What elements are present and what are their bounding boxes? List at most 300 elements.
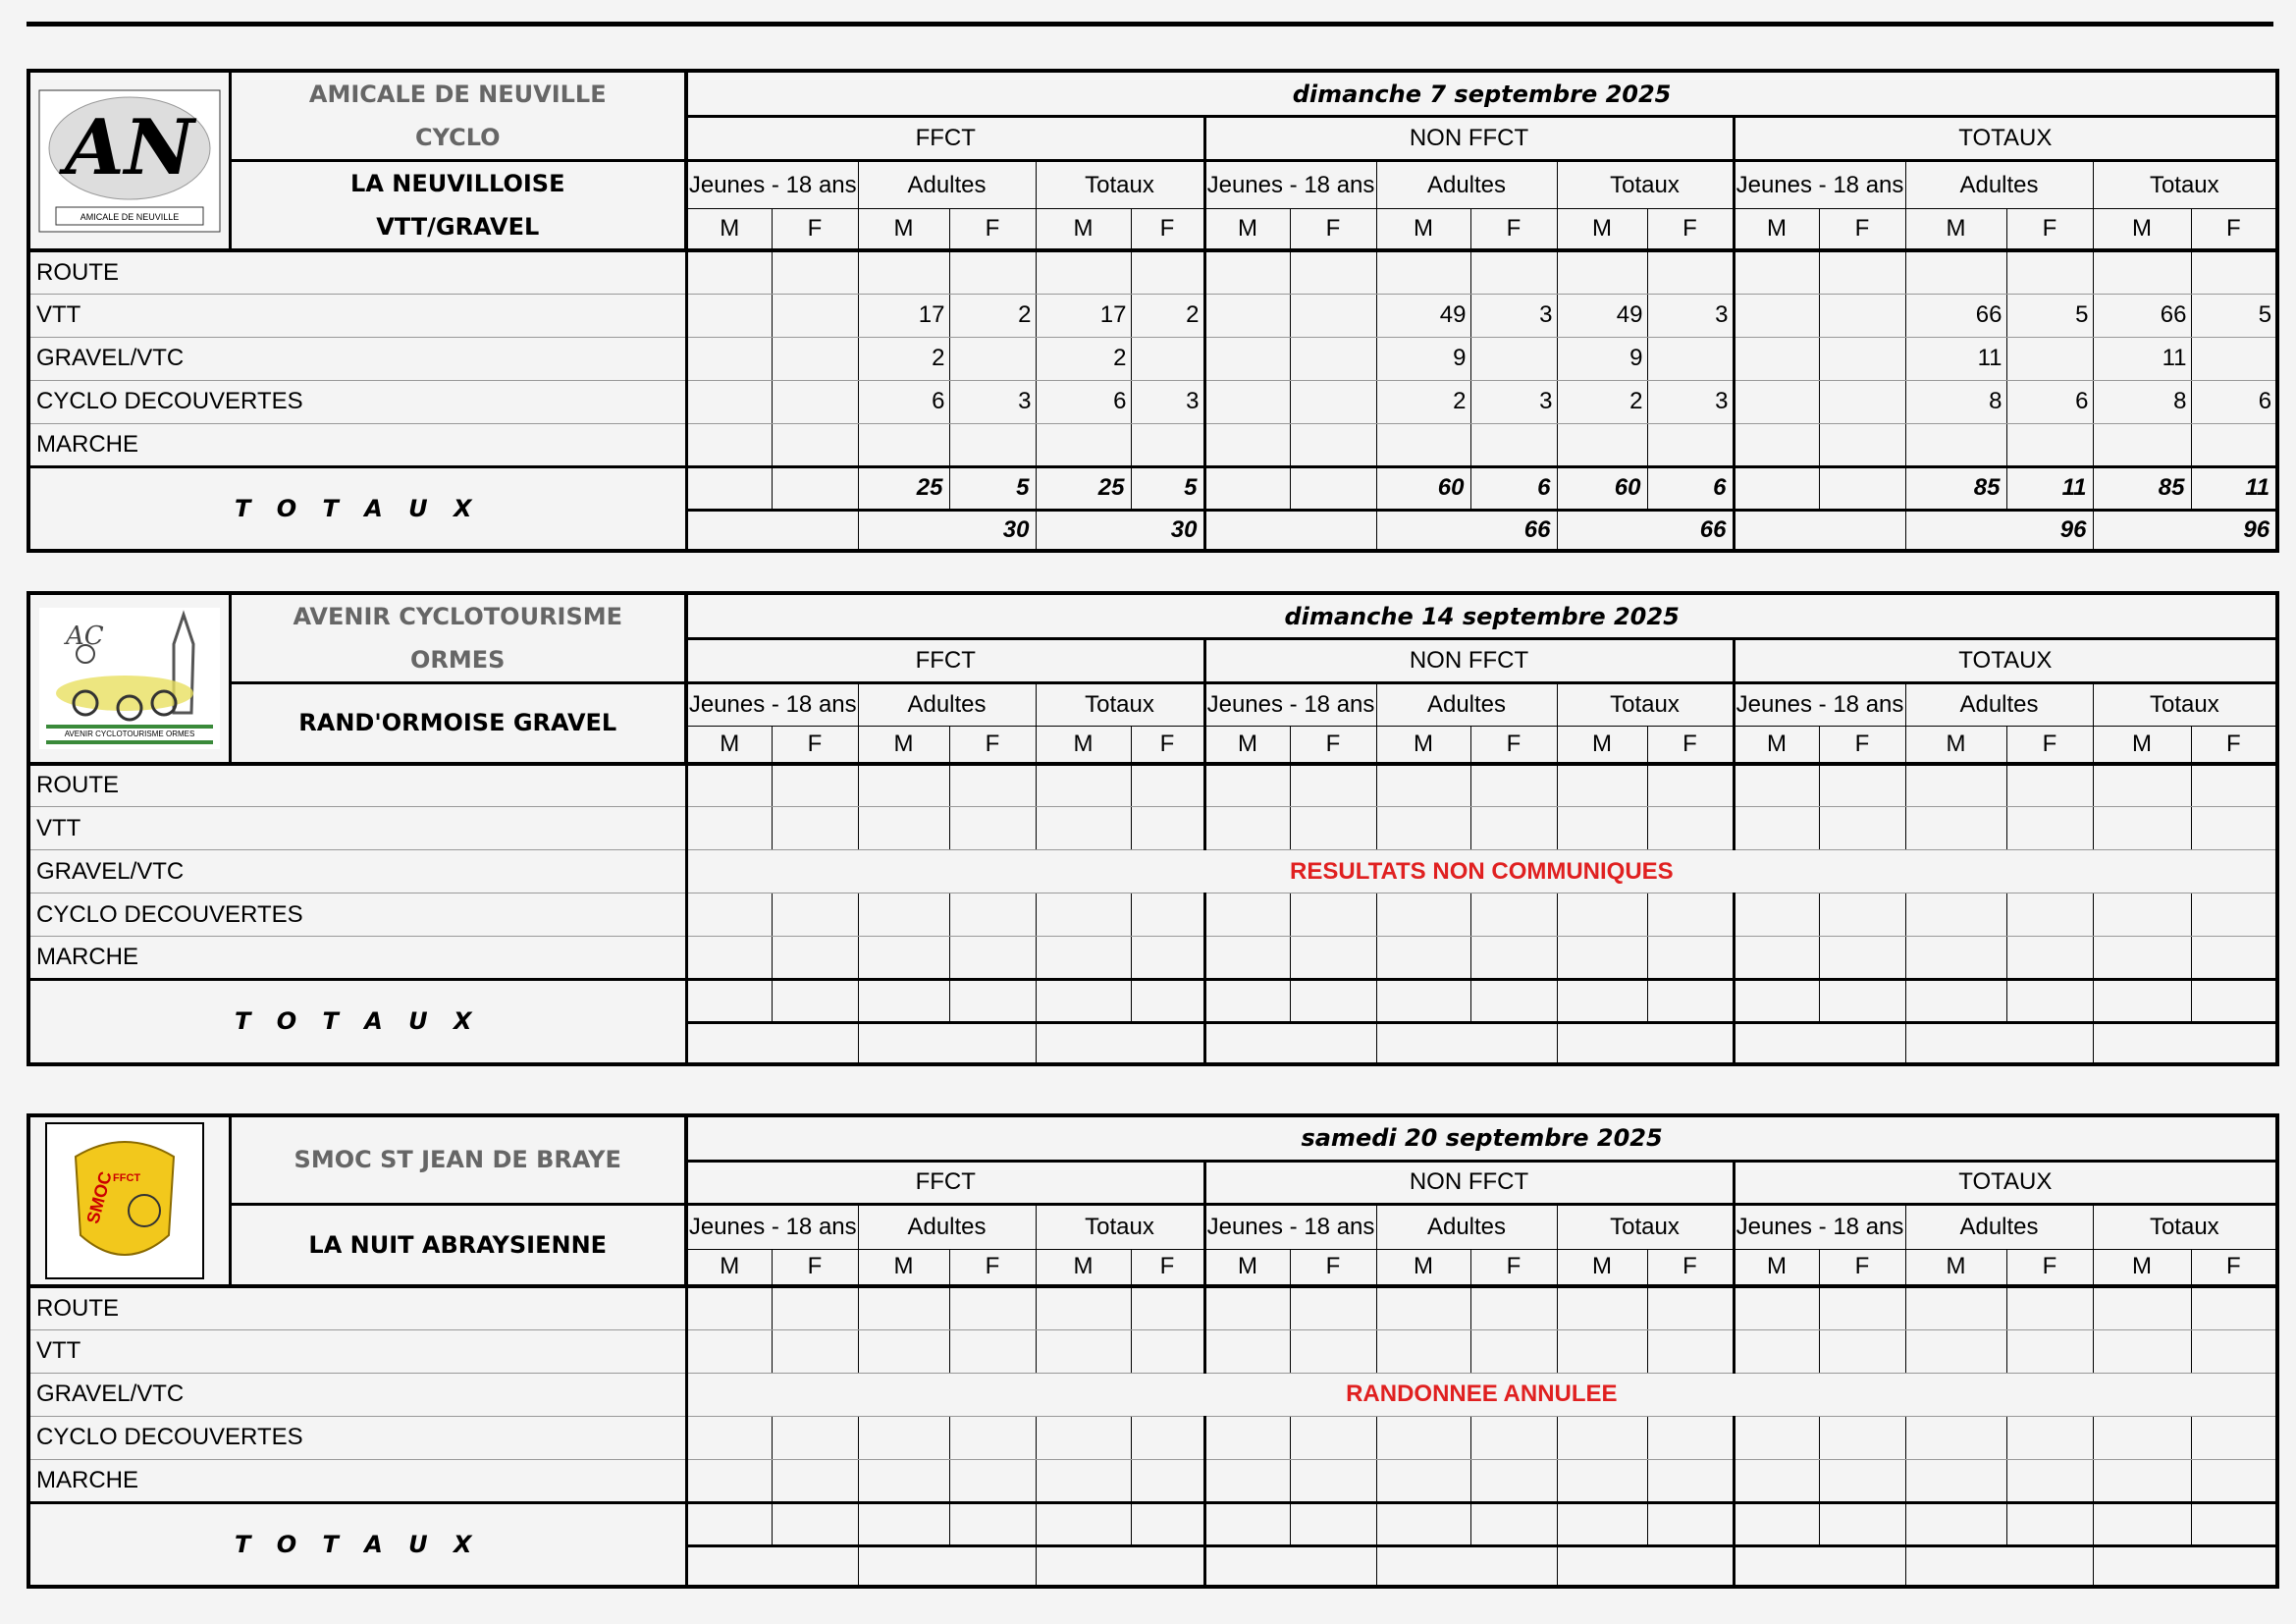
total-cell: 85 [1905, 466, 2006, 510]
data-cell [949, 337, 1036, 380]
mf-header: M [1905, 727, 2006, 764]
data-cell [1470, 337, 1557, 380]
data-cell [1204, 937, 1290, 980]
mf-header: M [686, 209, 772, 250]
data-cell [1290, 807, 1376, 850]
data-cell [1131, 1459, 1204, 1502]
category-row [28, 1459, 2277, 1502]
total-cell [1036, 1502, 1131, 1545]
total-cell [1290, 1502, 1376, 1545]
data-cell [2006, 250, 2093, 294]
data-cell [2093, 1416, 2191, 1459]
grand-total-cell [1734, 1545, 1905, 1587]
data-cell [1036, 764, 1131, 807]
mf-header: M [1376, 209, 1470, 250]
group-header-2: TOTAUX [1734, 639, 2277, 683]
total-cell: 25 [1036, 466, 1131, 510]
group-header-0: FFCT [686, 639, 1204, 683]
data-cell [1647, 893, 1734, 937]
data-cell [772, 937, 858, 980]
data-cell [686, 937, 772, 980]
data-cell [2191, 937, 2277, 980]
data-cell [686, 807, 772, 850]
data-cell [1647, 337, 1734, 380]
event-date: samedi 20 septembre 2025 [686, 1115, 2277, 1161]
data-cell [1647, 1286, 1734, 1329]
data-cell [1204, 807, 1290, 850]
svg-text:SMOC: SMOC [82, 1169, 116, 1226]
grand-total-cell [1204, 1023, 1376, 1064]
data-cell: 6 [858, 380, 949, 423]
mf-header: M [858, 1249, 949, 1286]
category-row [28, 807, 2277, 850]
data-cell [1036, 1329, 1131, 1373]
mf-header: F [1647, 1249, 1734, 1286]
data-cell: 11 [2093, 337, 2191, 380]
mf-header: M [1557, 209, 1647, 250]
data-cell [2006, 807, 2093, 850]
data-cell [1376, 893, 1470, 937]
data-cell [1204, 1416, 1290, 1459]
data-cell [2191, 337, 2277, 380]
data-cell: 49 [1557, 294, 1647, 337]
mf-header: F [1290, 1249, 1376, 1286]
data-cell: 2 [1131, 294, 1204, 337]
data-cell [1819, 1459, 1905, 1502]
total-cell: 6 [1647, 466, 1734, 510]
category-row [28, 937, 2277, 980]
data-cell [1290, 1286, 1376, 1329]
total-cell [1131, 1502, 1204, 1545]
category-label: ROUTE [28, 250, 686, 294]
category-label: ROUTE [28, 764, 686, 807]
data-cell [1905, 423, 2006, 466]
data-cell [949, 423, 1036, 466]
data-cell [1734, 764, 1819, 807]
category-label: MARCHE [28, 937, 686, 980]
grand-total-cell [1036, 1023, 1204, 1064]
subgroup-header: Totaux [1557, 161, 1734, 209]
data-cell [1819, 1416, 1905, 1459]
subgroup-header: Totaux [2093, 161, 2277, 209]
ride-name: RAND'ORMOISE GRAVEL [230, 683, 686, 764]
data-cell [1376, 937, 1470, 980]
data-cell [1204, 380, 1290, 423]
data-cell [1557, 764, 1647, 807]
data-cell [686, 294, 772, 337]
mf-header: F [1819, 209, 1905, 250]
data-cell [1290, 1329, 1376, 1373]
category-label: GRAVEL/VTC [28, 1373, 686, 1416]
mf-header: F [2006, 727, 2093, 764]
subgroup-header: Totaux [2093, 1204, 2277, 1249]
data-cell [2093, 893, 2191, 937]
total-cell: 11 [2191, 466, 2277, 510]
total-cell [1290, 980, 1376, 1023]
data-cell [949, 764, 1036, 807]
data-cell [1204, 294, 1290, 337]
data-cell [1131, 250, 1204, 294]
data-cell [858, 1459, 949, 1502]
data-cell [772, 893, 858, 937]
data-cell [1819, 337, 1905, 380]
total-cell [1557, 980, 1647, 1023]
mf-header: F [949, 209, 1036, 250]
data-cell [2191, 1459, 2277, 1502]
mf-header: F [2191, 209, 2277, 250]
data-cell [1290, 1416, 1376, 1459]
data-cell [1647, 764, 1734, 807]
logo-caption: AVENIR CYCLOTOURISME ORMES [64, 729, 195, 738]
subgroup-header: Adultes [858, 683, 1036, 727]
data-cell: 2 [1036, 337, 1131, 380]
data-cell [1376, 1459, 1470, 1502]
total-cell [1036, 980, 1131, 1023]
category-row [28, 250, 2277, 294]
data-cell [1470, 893, 1557, 937]
data-cell [772, 764, 858, 807]
total-cell [2093, 980, 2191, 1023]
subgroup-header: Adultes [858, 161, 1036, 209]
data-cell: 2 [858, 337, 949, 380]
data-cell [772, 1329, 858, 1373]
subgroup-header: Jeunes - 18 ans [686, 1204, 858, 1249]
data-cell [949, 250, 1036, 294]
data-cell [2093, 1286, 2191, 1329]
mf-header: M [1036, 209, 1131, 250]
mf-header: F [1470, 727, 1557, 764]
data-cell [686, 764, 772, 807]
data-cell [1819, 937, 1905, 980]
data-cell [1131, 893, 1204, 937]
category-row [28, 380, 2277, 423]
category-label: GRAVEL/VTC [28, 337, 686, 380]
data-cell [1905, 807, 2006, 850]
subgroup-header: Totaux [1036, 683, 1204, 727]
data-cell [1647, 1416, 1734, 1459]
data-cell [1290, 764, 1376, 807]
mf-header: F [1290, 209, 1376, 250]
mf-header: F [1131, 209, 1204, 250]
mf-header: F [1131, 1249, 1204, 1286]
data-cell [1290, 1459, 1376, 1502]
category-row [28, 764, 2277, 807]
data-cell [1036, 807, 1131, 850]
mf-header: F [2006, 1249, 2093, 1286]
data-cell [772, 423, 858, 466]
data-cell [1376, 807, 1470, 850]
total-cell [1290, 466, 1376, 510]
data-cell [1376, 1329, 1470, 1373]
club-logo [28, 1115, 230, 1286]
subgroup-header: Adultes [1905, 683, 2093, 727]
total-cell [1131, 980, 1204, 1023]
data-cell [1819, 423, 1905, 466]
data-cell [1647, 1459, 1734, 1502]
total-cell [949, 980, 1036, 1023]
data-cell [1470, 1329, 1557, 1373]
data-cell [1290, 893, 1376, 937]
data-cell [1036, 937, 1131, 980]
totaux-label: T O T A U X [28, 1502, 686, 1587]
category-row [28, 337, 2277, 380]
data-cell [1204, 250, 1290, 294]
grand-total-cell [1734, 510, 1905, 551]
total-cell [1647, 1502, 1734, 1545]
status-message: RANDONNEE ANNULEE [686, 1373, 2277, 1416]
total-cell [1819, 466, 1905, 510]
total-cell [858, 980, 949, 1023]
data-cell: 6 [2006, 380, 2093, 423]
data-cell: 3 [1470, 294, 1557, 337]
data-cell: 2 [1557, 380, 1647, 423]
data-cell [1470, 1286, 1557, 1329]
data-cell [1290, 294, 1376, 337]
category-row [28, 893, 2277, 937]
data-cell: 66 [1905, 294, 2006, 337]
mf-header: F [2191, 727, 2277, 764]
data-cell [1131, 937, 1204, 980]
data-cell [1905, 1286, 2006, 1329]
group-header-1: NON FFCT [1204, 639, 1734, 683]
subgroup-header: Adultes [1905, 1204, 2093, 1249]
category-label: GRAVEL/VTC [28, 850, 686, 893]
category-label: ROUTE [28, 1286, 686, 1329]
grand-total-cell [2093, 1023, 2277, 1064]
total-cell [1734, 466, 1819, 510]
data-cell [1470, 937, 1557, 980]
data-cell [1131, 1286, 1204, 1329]
ride-name: LA NEUVILLOISE VTT/GRAVEL [230, 161, 686, 251]
svg-text:AN: AN [64, 102, 194, 192]
data-cell [1819, 1329, 1905, 1373]
data-cell [858, 1416, 949, 1459]
club-logo [28, 593, 230, 764]
mf-header: F [1290, 727, 1376, 764]
data-cell: 3 [1131, 380, 1204, 423]
mf-header: M [1905, 209, 2006, 250]
mf-header: F [1647, 209, 1734, 250]
data-cell [1470, 764, 1557, 807]
data-cell [858, 1286, 949, 1329]
data-cell [858, 764, 949, 807]
category-label: CYCLO DECOUVERTES [28, 1416, 686, 1459]
data-cell [772, 250, 858, 294]
logo-caption: AMICALE DE NEUVILLE [80, 211, 180, 222]
mf-header: M [2093, 727, 2191, 764]
total-cell: 5 [949, 466, 1036, 510]
grand-total-cell [1036, 1545, 1204, 1587]
mf-header: F [772, 1249, 858, 1286]
data-cell [949, 1286, 1036, 1329]
status-message: RESULTATS NON COMMUNIQUES [686, 850, 2277, 893]
data-cell [1131, 764, 1204, 807]
data-cell [1036, 893, 1131, 937]
data-cell [1647, 807, 1734, 850]
data-cell [1470, 1459, 1557, 1502]
subgroup-header: Jeunes - 18 ans [1734, 161, 1905, 209]
data-cell: 17 [1036, 294, 1131, 337]
data-cell [1905, 893, 2006, 937]
data-cell [772, 1416, 858, 1459]
total-cell [772, 980, 858, 1023]
category-row [28, 850, 2277, 893]
event-block-3 [27, 1113, 2273, 1589]
data-cell [1819, 380, 1905, 423]
data-cell [2006, 423, 2093, 466]
data-cell [1557, 937, 1647, 980]
data-cell [1290, 250, 1376, 294]
mf-header: F [1131, 727, 1204, 764]
data-cell [2191, 250, 2277, 294]
data-cell [686, 1416, 772, 1459]
data-cell [1204, 764, 1290, 807]
data-cell [1734, 893, 1819, 937]
data-cell [2093, 1329, 2191, 1373]
data-cell [949, 893, 1036, 937]
event-table [27, 1113, 2279, 1589]
data-cell [772, 1286, 858, 1329]
data-cell [772, 294, 858, 337]
mf-header: M [1557, 1249, 1647, 1286]
mf-header: F [949, 1249, 1036, 1286]
data-cell [1819, 764, 1905, 807]
subgroup-header: Jeunes - 18 ans [1734, 1204, 1905, 1249]
subgroup-header: Adultes [858, 1204, 1036, 1249]
grand-total-cell [1905, 1023, 2093, 1064]
grand-total-cell [858, 1545, 1036, 1587]
data-cell [686, 1459, 772, 1502]
total-cell [1470, 1502, 1557, 1545]
total-cell: 6 [1470, 466, 1557, 510]
data-cell [1557, 1459, 1647, 1502]
data-cell [686, 250, 772, 294]
category-row [28, 1373, 2277, 1416]
grand-total-cell [1204, 1545, 1376, 1587]
data-cell [2191, 893, 2277, 937]
mf-header: F [2006, 209, 2093, 250]
mf-header: F [1470, 209, 1557, 250]
subgroup-header: Totaux [1036, 1204, 1204, 1249]
data-cell [1290, 937, 1376, 980]
grand-total-cell [1376, 1023, 1557, 1064]
total-cell [2006, 980, 2093, 1023]
data-cell [2191, 1329, 2277, 1373]
data-cell [1647, 937, 1734, 980]
total-cell [1734, 980, 1819, 1023]
total-cell [1204, 1502, 1290, 1545]
data-cell [686, 337, 772, 380]
mf-header: F [1647, 727, 1734, 764]
grand-total-cell: 66 [1376, 510, 1557, 551]
data-cell: 11 [1905, 337, 2006, 380]
data-cell [1905, 1459, 2006, 1502]
data-cell [1734, 380, 1819, 423]
mf-header: F [949, 727, 1036, 764]
mf-header: M [1204, 209, 1290, 250]
mf-header: M [1036, 1249, 1131, 1286]
club-logo [28, 71, 230, 250]
data-cell [1131, 1329, 1204, 1373]
data-cell: 8 [1905, 380, 2006, 423]
total-cell [772, 1502, 858, 1545]
data-cell [772, 1459, 858, 1502]
data-cell: 5 [2191, 294, 2277, 337]
data-cell [1819, 807, 1905, 850]
mf-header: M [1905, 1249, 2006, 1286]
total-cell [1204, 466, 1290, 510]
data-cell [1905, 937, 2006, 980]
total-cell [1376, 1502, 1470, 1545]
totaux-label: T O T A U X [28, 466, 686, 551]
data-cell [1470, 423, 1557, 466]
data-cell [1131, 1416, 1204, 1459]
data-cell [2093, 807, 2191, 850]
data-cell [1376, 1286, 1470, 1329]
category-label: CYCLO DECOUVERTES [28, 893, 686, 937]
data-cell [1557, 893, 1647, 937]
data-cell [1647, 423, 1734, 466]
category-row [28, 1329, 2277, 1373]
grand-total-cell [858, 1023, 1036, 1064]
data-cell [1734, 294, 1819, 337]
subgroup-header: Jeunes - 18 ans [1204, 683, 1376, 727]
group-header-1: NON FFCT [1204, 117, 1734, 161]
data-cell [772, 807, 858, 850]
data-cell [1036, 1286, 1131, 1329]
data-cell [1734, 937, 1819, 980]
data-cell [1734, 1329, 1819, 1373]
total-cell [2006, 1502, 2093, 1545]
total-cell [2191, 980, 2277, 1023]
data-cell [772, 337, 858, 380]
data-cell [1905, 1416, 2006, 1459]
data-cell [1131, 807, 1204, 850]
data-cell [2006, 1459, 2093, 1502]
data-cell [772, 380, 858, 423]
subgroup-header: Jeunes - 18 ans [1734, 683, 1905, 727]
data-cell: 2 [1376, 380, 1470, 423]
event-table [27, 591, 2279, 1066]
event-date: dimanche 14 septembre 2025 [686, 593, 2277, 639]
data-cell [1470, 1416, 1557, 1459]
data-cell: 2 [949, 294, 1036, 337]
mf-header: F [1819, 1249, 1905, 1286]
event-block-2 [27, 591, 2273, 1066]
data-cell [686, 423, 772, 466]
category-label: VTT [28, 1329, 686, 1373]
data-cell [1734, 1459, 1819, 1502]
grand-total-cell [1905, 1545, 2093, 1587]
data-cell: 49 [1376, 294, 1470, 337]
data-cell [1470, 807, 1557, 850]
mf-header: M [1376, 1249, 1470, 1286]
data-cell: 3 [1470, 380, 1557, 423]
mf-header: M [1734, 727, 1819, 764]
total-cell: 11 [2006, 466, 2093, 510]
mf-header: F [772, 209, 858, 250]
total-cell [1376, 980, 1470, 1023]
total-cell: 5 [1131, 466, 1204, 510]
data-cell: 66 [2093, 294, 2191, 337]
data-cell [949, 937, 1036, 980]
data-cell [1734, 250, 1819, 294]
mf-header: M [686, 1249, 772, 1286]
grand-total-cell: 96 [2093, 510, 2277, 551]
total-cell: 25 [858, 466, 949, 510]
group-header-2: TOTAUX [1734, 1161, 2277, 1204]
total-cell [1819, 980, 1905, 1023]
